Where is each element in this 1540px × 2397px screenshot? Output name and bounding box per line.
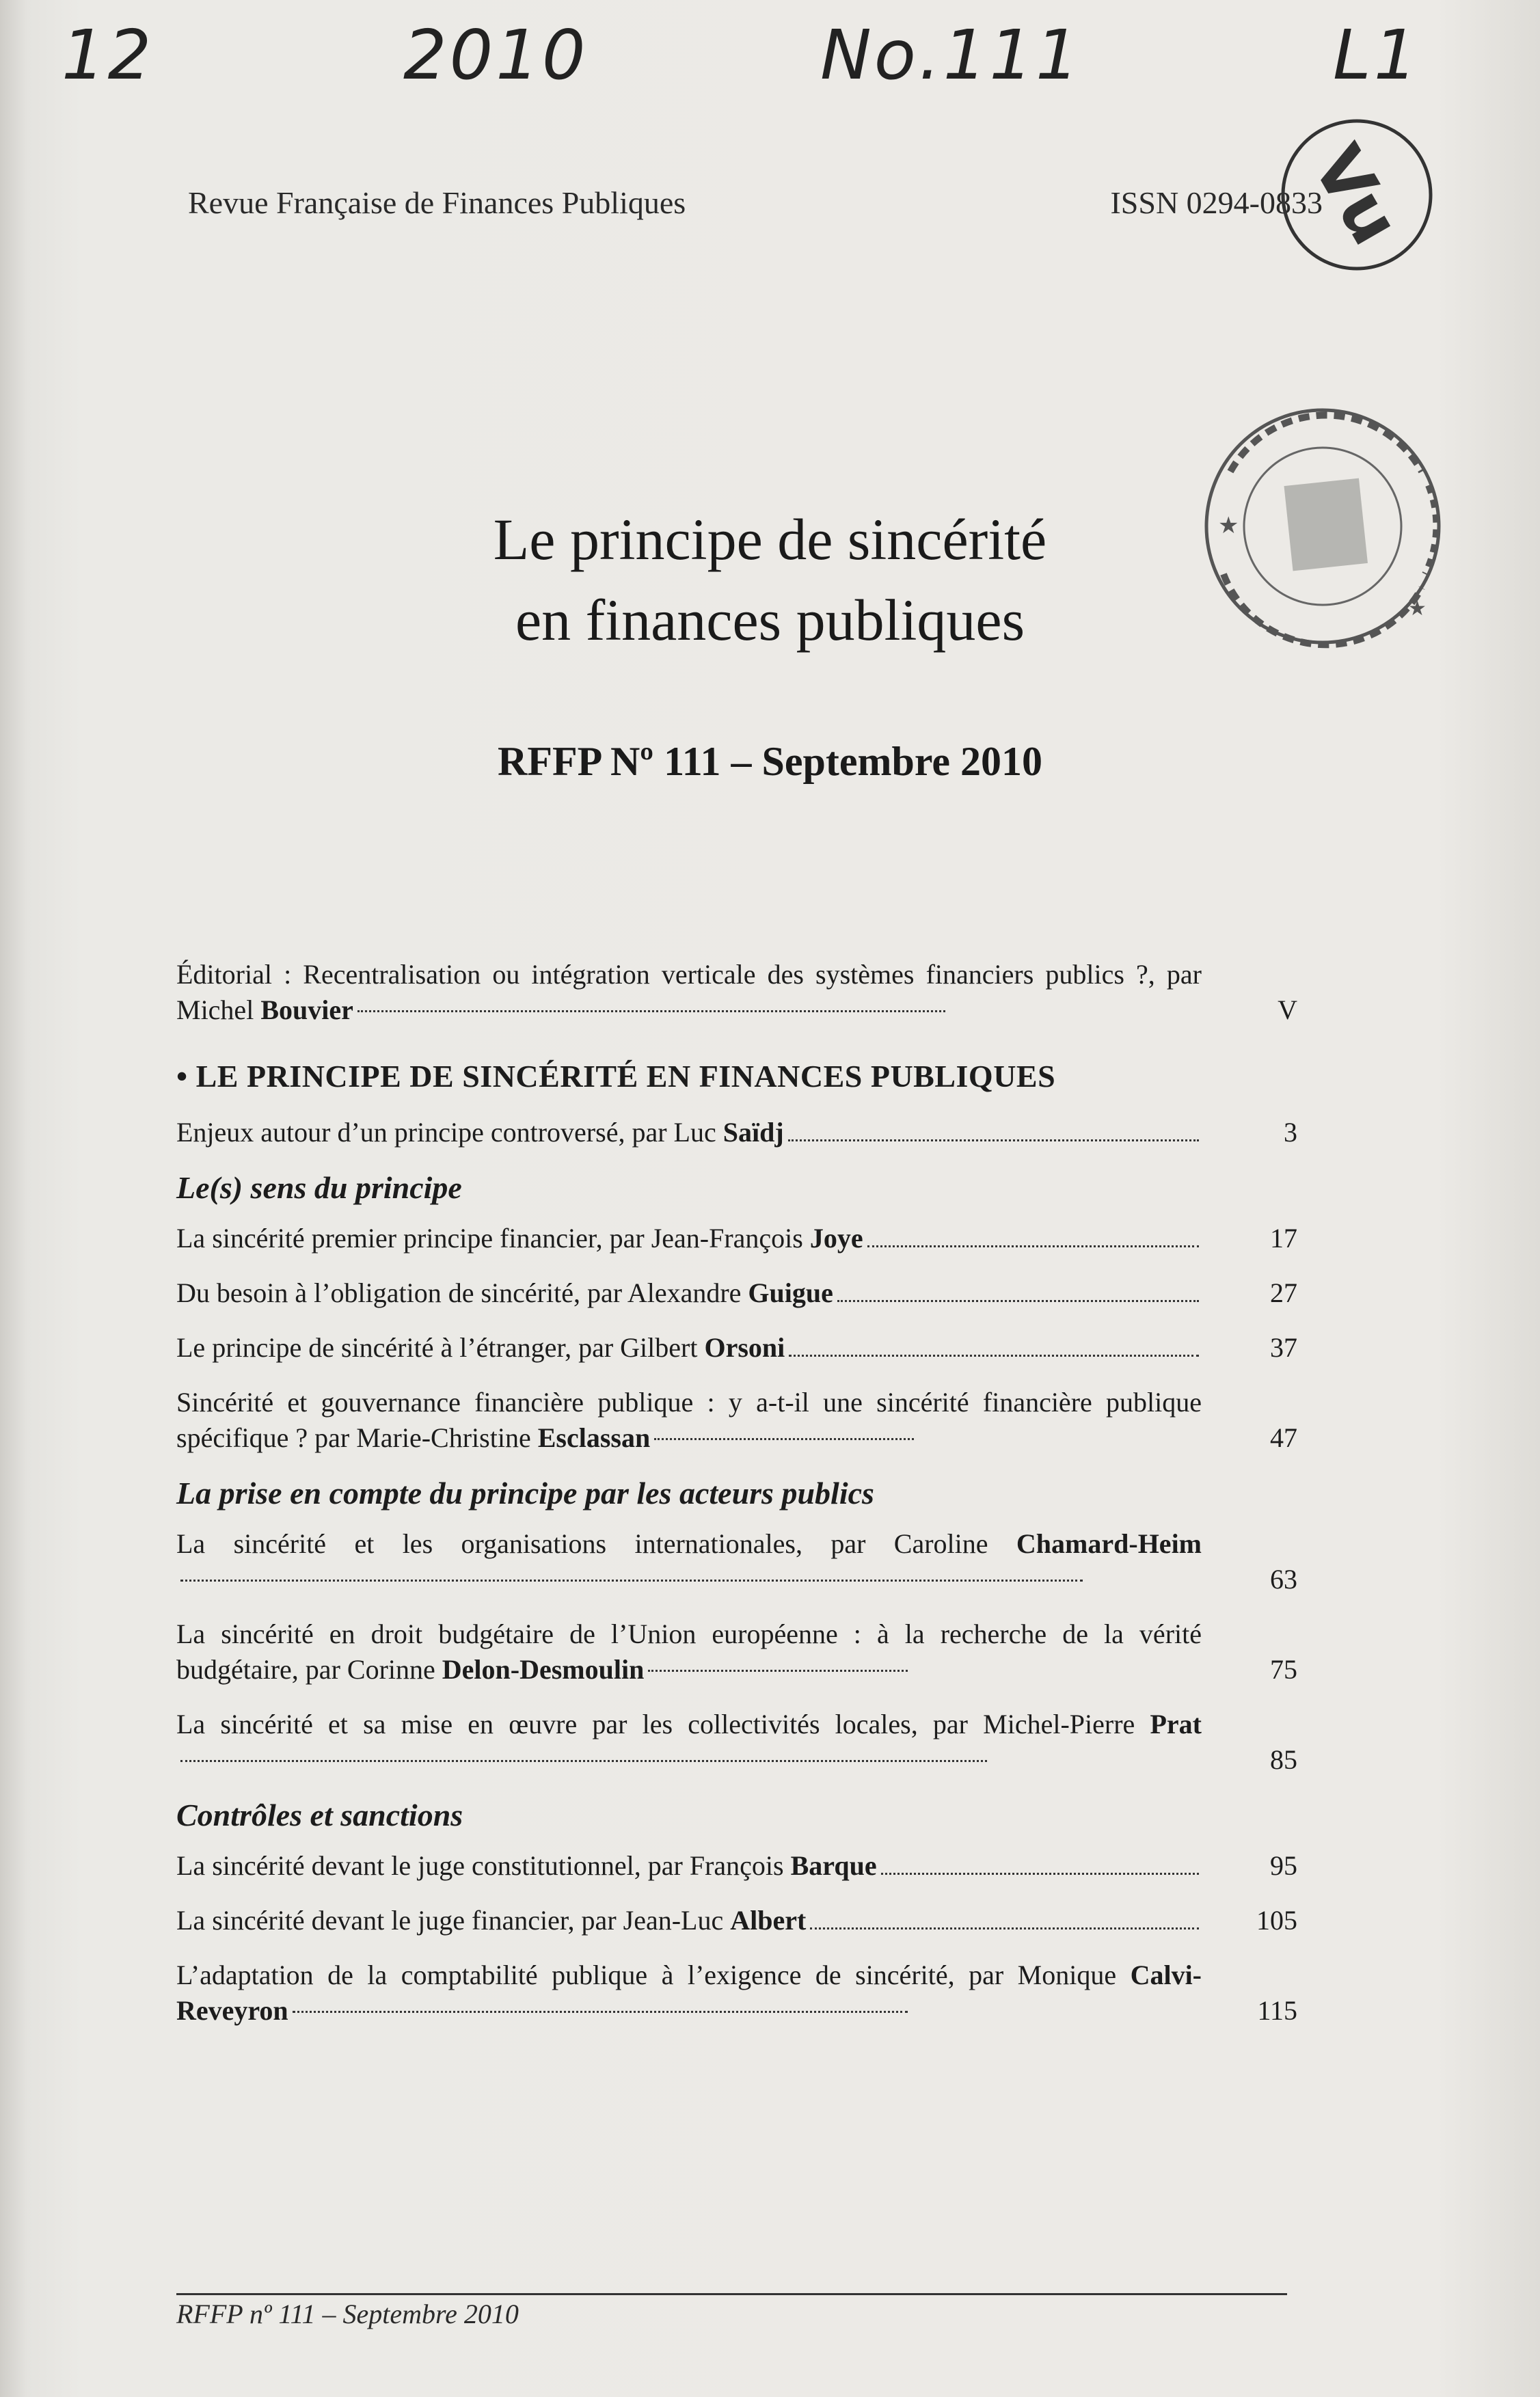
entry-page: 3: [1284, 1117, 1297, 1148]
toc-entry: [176, 1903, 1297, 1938]
vu-stamp-text: Vu: [1297, 132, 1416, 258]
entry-text: La sincérité devant le juge financier, par Jean-Luc: [176, 1905, 724, 1936]
toc-entry: [176, 1616, 1297, 1688]
entry-text: Éditorial : Recentralisation ou intégration verticale des systèmes financiers publics ?, par Michel: [176, 959, 1202, 1025]
leader-dots: [881, 1873, 1199, 1875]
subsection-heading: Le(s) sens du principe: [176, 1170, 462, 1205]
entry-author: Barque: [790, 1850, 877, 1881]
svg-text:★: ★: [1218, 513, 1239, 539]
entry-author: Calvi-Reveyron: [176, 1960, 1202, 2026]
entry-page: V: [1278, 994, 1297, 1025]
leader-dots: [810, 1927, 1199, 1929]
toc-entry: [176, 1115, 1297, 1150]
entry-text: La sincérité et sa mise en œuvre par les collectivités locales, par Michel-Pierre: [176, 1709, 1150, 1739]
running-header: [188, 185, 1323, 221]
entry-text: La sincérité premier principe financier, par Jean-François: [176, 1223, 803, 1254]
toc-entry: [176, 1330, 1297, 1366]
leader-dots: [788, 1139, 1199, 1141]
leader-dots: [180, 1760, 987, 1762]
entry-page: 75: [1270, 1654, 1297, 1685]
leader-dots: [789, 1355, 1199, 1357]
entry-text: Sincérité et gouvernance financière publique : y a-t-il une sincérité financière publique spécifique ? par Marie-Christine: [176, 1387, 1202, 1453]
entry-page: 85: [1270, 1744, 1297, 1775]
issue-reference: RFFP Nº 111 – Septembre 2010: [498, 739, 1042, 784]
subsection-heading: La prise en compte du principe par les acteurs publics: [176, 1476, 874, 1511]
entry-text: Le principe de sincérité à l’étranger, par Gilbert: [176, 1332, 698, 1363]
leader-dots: [648, 1670, 908, 1672]
handwritten-year: 2010: [403, 15, 589, 95]
toc-entry: [176, 1958, 1297, 2029]
toc-entry: [176, 1848, 1297, 1884]
entry-text: La sincérité devant le juge constitutionnel, par François: [176, 1850, 784, 1881]
subsection-heading: Contrôles et sanctions: [176, 1798, 463, 1832]
journal-name: Revue Française de Finances Publiques: [188, 185, 686, 220]
leader-dots: [357, 1010, 945, 1012]
section-heading: • LE PRINCIPE DE SINCÉRITÉ EN FINANCES PUBLIQUES: [176, 1059, 1056, 1094]
leader-dots: [867, 1245, 1199, 1247]
entry-page: 63: [1270, 1564, 1297, 1595]
toc-entry: [176, 1526, 1297, 1597]
title-line-1: Le principe de sincérité: [493, 506, 1047, 572]
entry-text: La sincérité et les organisations internationales, par Caroline: [176, 1528, 1016, 1559]
issn-number: ISSN 0294-0833: [1110, 185, 1323, 220]
entry-page: 27: [1270, 1277, 1297, 1308]
toc-entry: [176, 1385, 1297, 1456]
entry-text: La sincérité en droit budgétaire de l’Union européenne : à la recherche de la vérité budgétaire, par Corinne: [176, 1619, 1202, 1685]
entry-author: Chamard-Heim: [1016, 1528, 1202, 1559]
entry-page: 17: [1270, 1223, 1297, 1254]
entry-text: Du besoin à l’obligation de sincérité, par Alexandre: [176, 1277, 742, 1308]
toc-entry: [176, 1221, 1297, 1256]
leader-dots: [293, 2011, 908, 2013]
entry-text: Enjeux autour d’un principe controversé, par Luc: [176, 1117, 716, 1148]
running-footer: RFFP nº 111 – Septembre 2010: [176, 2299, 519, 2329]
leader-dots: [180, 1580, 1083, 1582]
entry-page: 37: [1270, 1332, 1297, 1363]
volume-title: [0, 499, 1540, 660]
leader-dots: [837, 1300, 1199, 1302]
entry-text: L’adaptation de la comptabilité publique à l’exigence de sincérité, par Monique: [176, 1960, 1131, 1990]
entry-author: Orsoni: [704, 1332, 785, 1363]
entry-author: Guigue: [748, 1277, 833, 1308]
leader-dots: [654, 1438, 914, 1440]
handwritten-number: No.111: [820, 15, 1082, 95]
handwritten-note-2: L1: [1333, 15, 1420, 95]
vu-stamp: [1278, 116, 1435, 273]
entry-author: Saïdj: [722, 1117, 784, 1148]
entry-author: Delon-Desmoulin: [442, 1654, 645, 1685]
title-line-2: en finances publiques: [515, 587, 1025, 653]
entry-page: 47: [1270, 1422, 1297, 1453]
entry-author: Bouvier: [260, 994, 353, 1025]
entry-author: Prat: [1150, 1709, 1202, 1739]
entry-author: Esclassan: [537, 1422, 651, 1453]
toc-entry: [176, 1275, 1297, 1311]
entry-page: 95: [1270, 1850, 1297, 1881]
entry-author: Joye: [809, 1223, 863, 1254]
footer-rule: [176, 2293, 1287, 2295]
handwritten-note-1: 12: [62, 15, 154, 95]
toc-entry: [176, 1707, 1297, 1778]
entry-page: 105: [1256, 1905, 1297, 1936]
entry-author: Albert: [730, 1905, 807, 1936]
table-of-contents: [176, 957, 1297, 2048]
svg-text:★: ★: [1408, 597, 1427, 620]
entry-page: 115: [1257, 1995, 1297, 2026]
toc-entry-editorial: [176, 957, 1297, 1028]
